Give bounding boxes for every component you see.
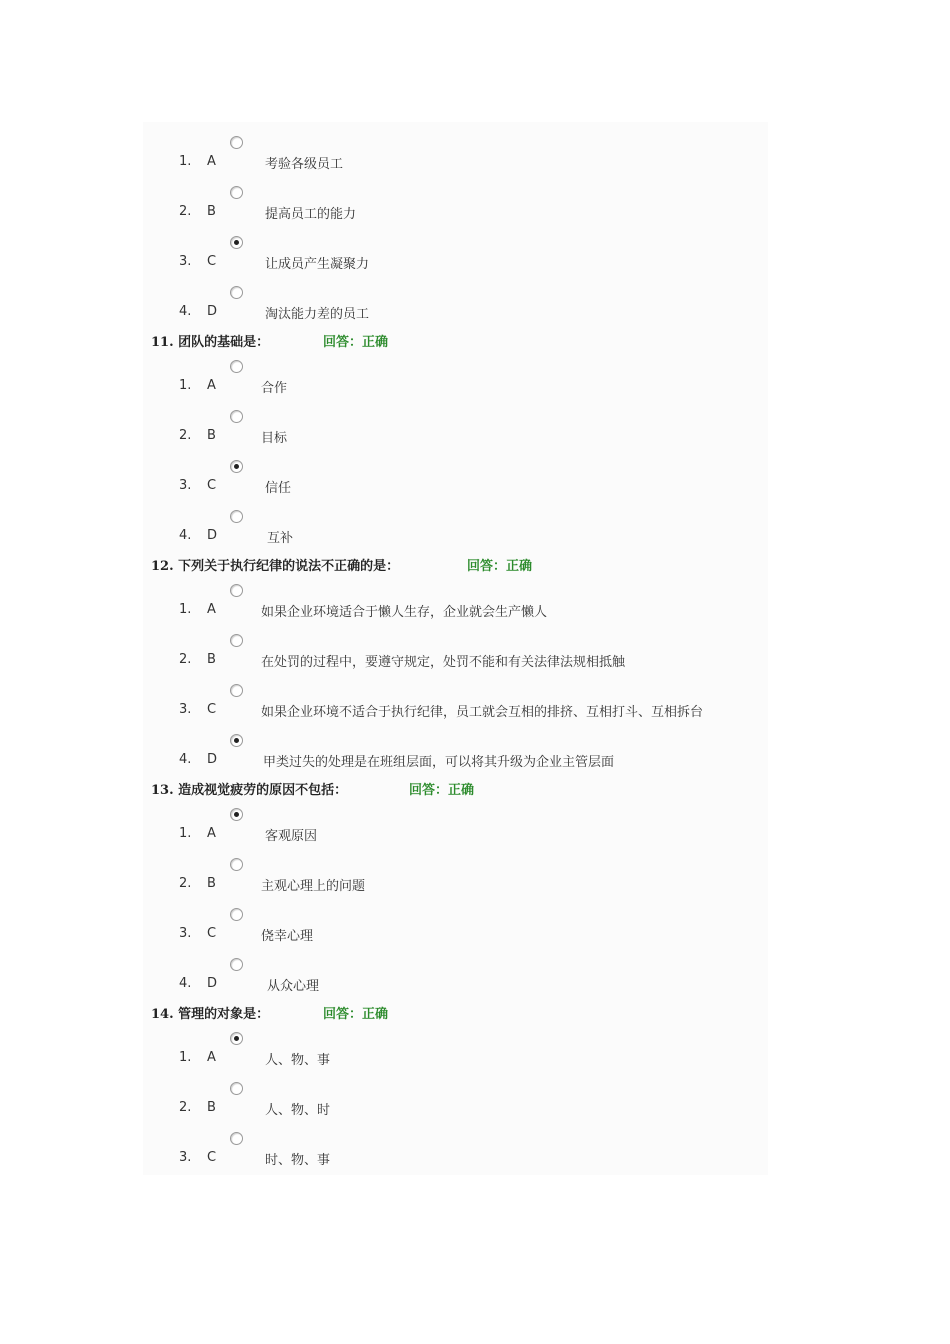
- option-text: 如果企业环境适合于懒人生存，企业就会生产懒人: [261, 605, 548, 620]
- option-number: 4.: [179, 304, 192, 319]
- question-13: [151, 779, 475, 799]
- option-letter: C: [207, 702, 217, 717]
- option-text: 时、物、事: [265, 1153, 331, 1168]
- option-text: 淘汰能力差的员工: [265, 307, 370, 322]
- option-row: [143, 675, 768, 725]
- option-letter: A: [207, 154, 216, 169]
- option-text: 互补: [267, 531, 294, 546]
- radio-option-d[interactable]: [230, 510, 243, 523]
- option-row: [143, 949, 768, 999]
- option-row: [143, 625, 768, 675]
- radio-option-b[interactable]: [230, 858, 243, 871]
- option-text: 侥幸心理: [261, 929, 314, 944]
- radio-option-b[interactable]: [230, 1082, 243, 1095]
- option-text: 目标: [261, 431, 288, 446]
- option-number: 2.: [179, 1100, 192, 1115]
- option-letter: D: [207, 528, 218, 543]
- option-letter: C: [207, 926, 217, 941]
- option-text: 甲类过失的处理是在班组层面，可以将其升级为企业主管层面: [263, 755, 615, 770]
- radio-option-c[interactable]: [230, 1132, 243, 1145]
- option-text: 在处罚的过程中，要遵守规定，处罚不能和有关法律法规相抵触: [261, 655, 626, 670]
- option-letter: D: [207, 304, 218, 319]
- question-text: 11. 团队的基础是：: [151, 335, 270, 350]
- option-text: 主观心理上的问题: [261, 879, 366, 894]
- option-row: [143, 1073, 768, 1123]
- question-12: [151, 555, 533, 575]
- option-row: [143, 227, 768, 277]
- option-row: [143, 351, 768, 401]
- option-letter: B: [207, 652, 216, 667]
- option-row: [143, 451, 768, 501]
- option-text: 从众心理: [267, 979, 320, 994]
- radio-option-a[interactable]: [230, 136, 243, 149]
- option-text: 人、物、事: [265, 1053, 331, 1068]
- option-letter: D: [207, 976, 218, 991]
- option-letter: C: [207, 478, 217, 493]
- option-number: 3.: [179, 478, 192, 493]
- option-letter: B: [207, 428, 216, 443]
- question-11: [151, 331, 389, 351]
- radio-option-b[interactable]: [230, 410, 243, 423]
- radio-option-c[interactable]: [230, 684, 243, 697]
- radio-option-b[interactable]: [230, 634, 243, 647]
- option-number: 4.: [179, 528, 192, 543]
- option-text: 提高员工的能力: [265, 207, 357, 222]
- option-row: [143, 401, 768, 451]
- option-text: 如果企业环境不适合于执行纪律，员工就会互相的排挤、互相打斗、互相拆台: [261, 705, 704, 720]
- radio-option-d[interactable]: [230, 958, 243, 971]
- option-row: [143, 799, 768, 849]
- question-14: [151, 1003, 389, 1023]
- option-number: 3.: [179, 1150, 192, 1165]
- option-row: [143, 127, 768, 177]
- question-text: 13. 造成视觉疲劳的原因不包括：: [151, 783, 348, 798]
- radio-option-a[interactable]: [230, 1032, 243, 1045]
- option-letter: A: [207, 378, 216, 393]
- option-row: [143, 575, 768, 625]
- option-number: 1.: [179, 1050, 192, 1065]
- question-text: 12. 下列关于执行纪律的说法不正确的是：: [151, 559, 400, 574]
- option-row: [143, 899, 768, 949]
- option-letter: A: [207, 602, 216, 617]
- option-text: 考验各级员工: [265, 157, 344, 172]
- option-letter: D: [207, 752, 218, 767]
- option-number: 1.: [179, 154, 192, 169]
- option-number: 4.: [179, 752, 192, 767]
- option-text: 客观原因: [265, 829, 318, 844]
- option-number: 1.: [179, 378, 192, 393]
- radio-option-d[interactable]: [230, 286, 243, 299]
- option-letter: A: [207, 1050, 216, 1065]
- option-row: [143, 177, 768, 227]
- option-number: 3.: [179, 702, 192, 717]
- option-letter: C: [207, 1150, 217, 1165]
- option-text: 人、物、时: [265, 1103, 331, 1118]
- radio-option-d[interactable]: [230, 734, 243, 747]
- option-letter: B: [207, 876, 216, 891]
- option-row: [143, 501, 768, 551]
- answer-status: 回答：正确: [409, 783, 475, 798]
- radio-option-c[interactable]: [230, 908, 243, 921]
- option-letter: A: [207, 826, 216, 841]
- radio-option-c[interactable]: [230, 236, 243, 249]
- answer-status: 回答：正确: [323, 335, 389, 350]
- option-number: 1.: [179, 602, 192, 617]
- radio-option-b[interactable]: [230, 186, 243, 199]
- option-number: 2.: [179, 204, 192, 219]
- option-number: 3.: [179, 926, 192, 941]
- option-letter: B: [207, 1100, 216, 1115]
- answer-status: 回答：正确: [467, 559, 533, 574]
- option-number: 1.: [179, 826, 192, 841]
- option-number: 2.: [179, 652, 192, 667]
- option-text: 让成员产生凝聚力: [265, 257, 370, 272]
- option-row: [143, 725, 768, 775]
- option-number: 2.: [179, 876, 192, 891]
- radio-option-c[interactable]: [230, 460, 243, 473]
- radio-option-a[interactable]: [230, 360, 243, 373]
- answer-status: 回答：正确: [323, 1007, 389, 1022]
- option-text: 信任: [265, 481, 292, 496]
- option-number: 2.: [179, 428, 192, 443]
- option-number: 4.: [179, 976, 192, 991]
- option-row: [143, 1023, 768, 1073]
- option-row: [143, 1123, 768, 1173]
- option-text: 合作: [261, 381, 288, 396]
- option-letter: C: [207, 254, 217, 269]
- option-row: [143, 849, 768, 899]
- option-letter: B: [207, 204, 216, 219]
- question-text: 14. 管理的对象是：: [151, 1007, 270, 1022]
- radio-option-a[interactable]: [230, 584, 243, 597]
- option-number: 3.: [179, 254, 192, 269]
- quiz-panel: [143, 122, 768, 1175]
- radio-option-a[interactable]: [230, 808, 243, 821]
- option-row: [143, 277, 768, 327]
